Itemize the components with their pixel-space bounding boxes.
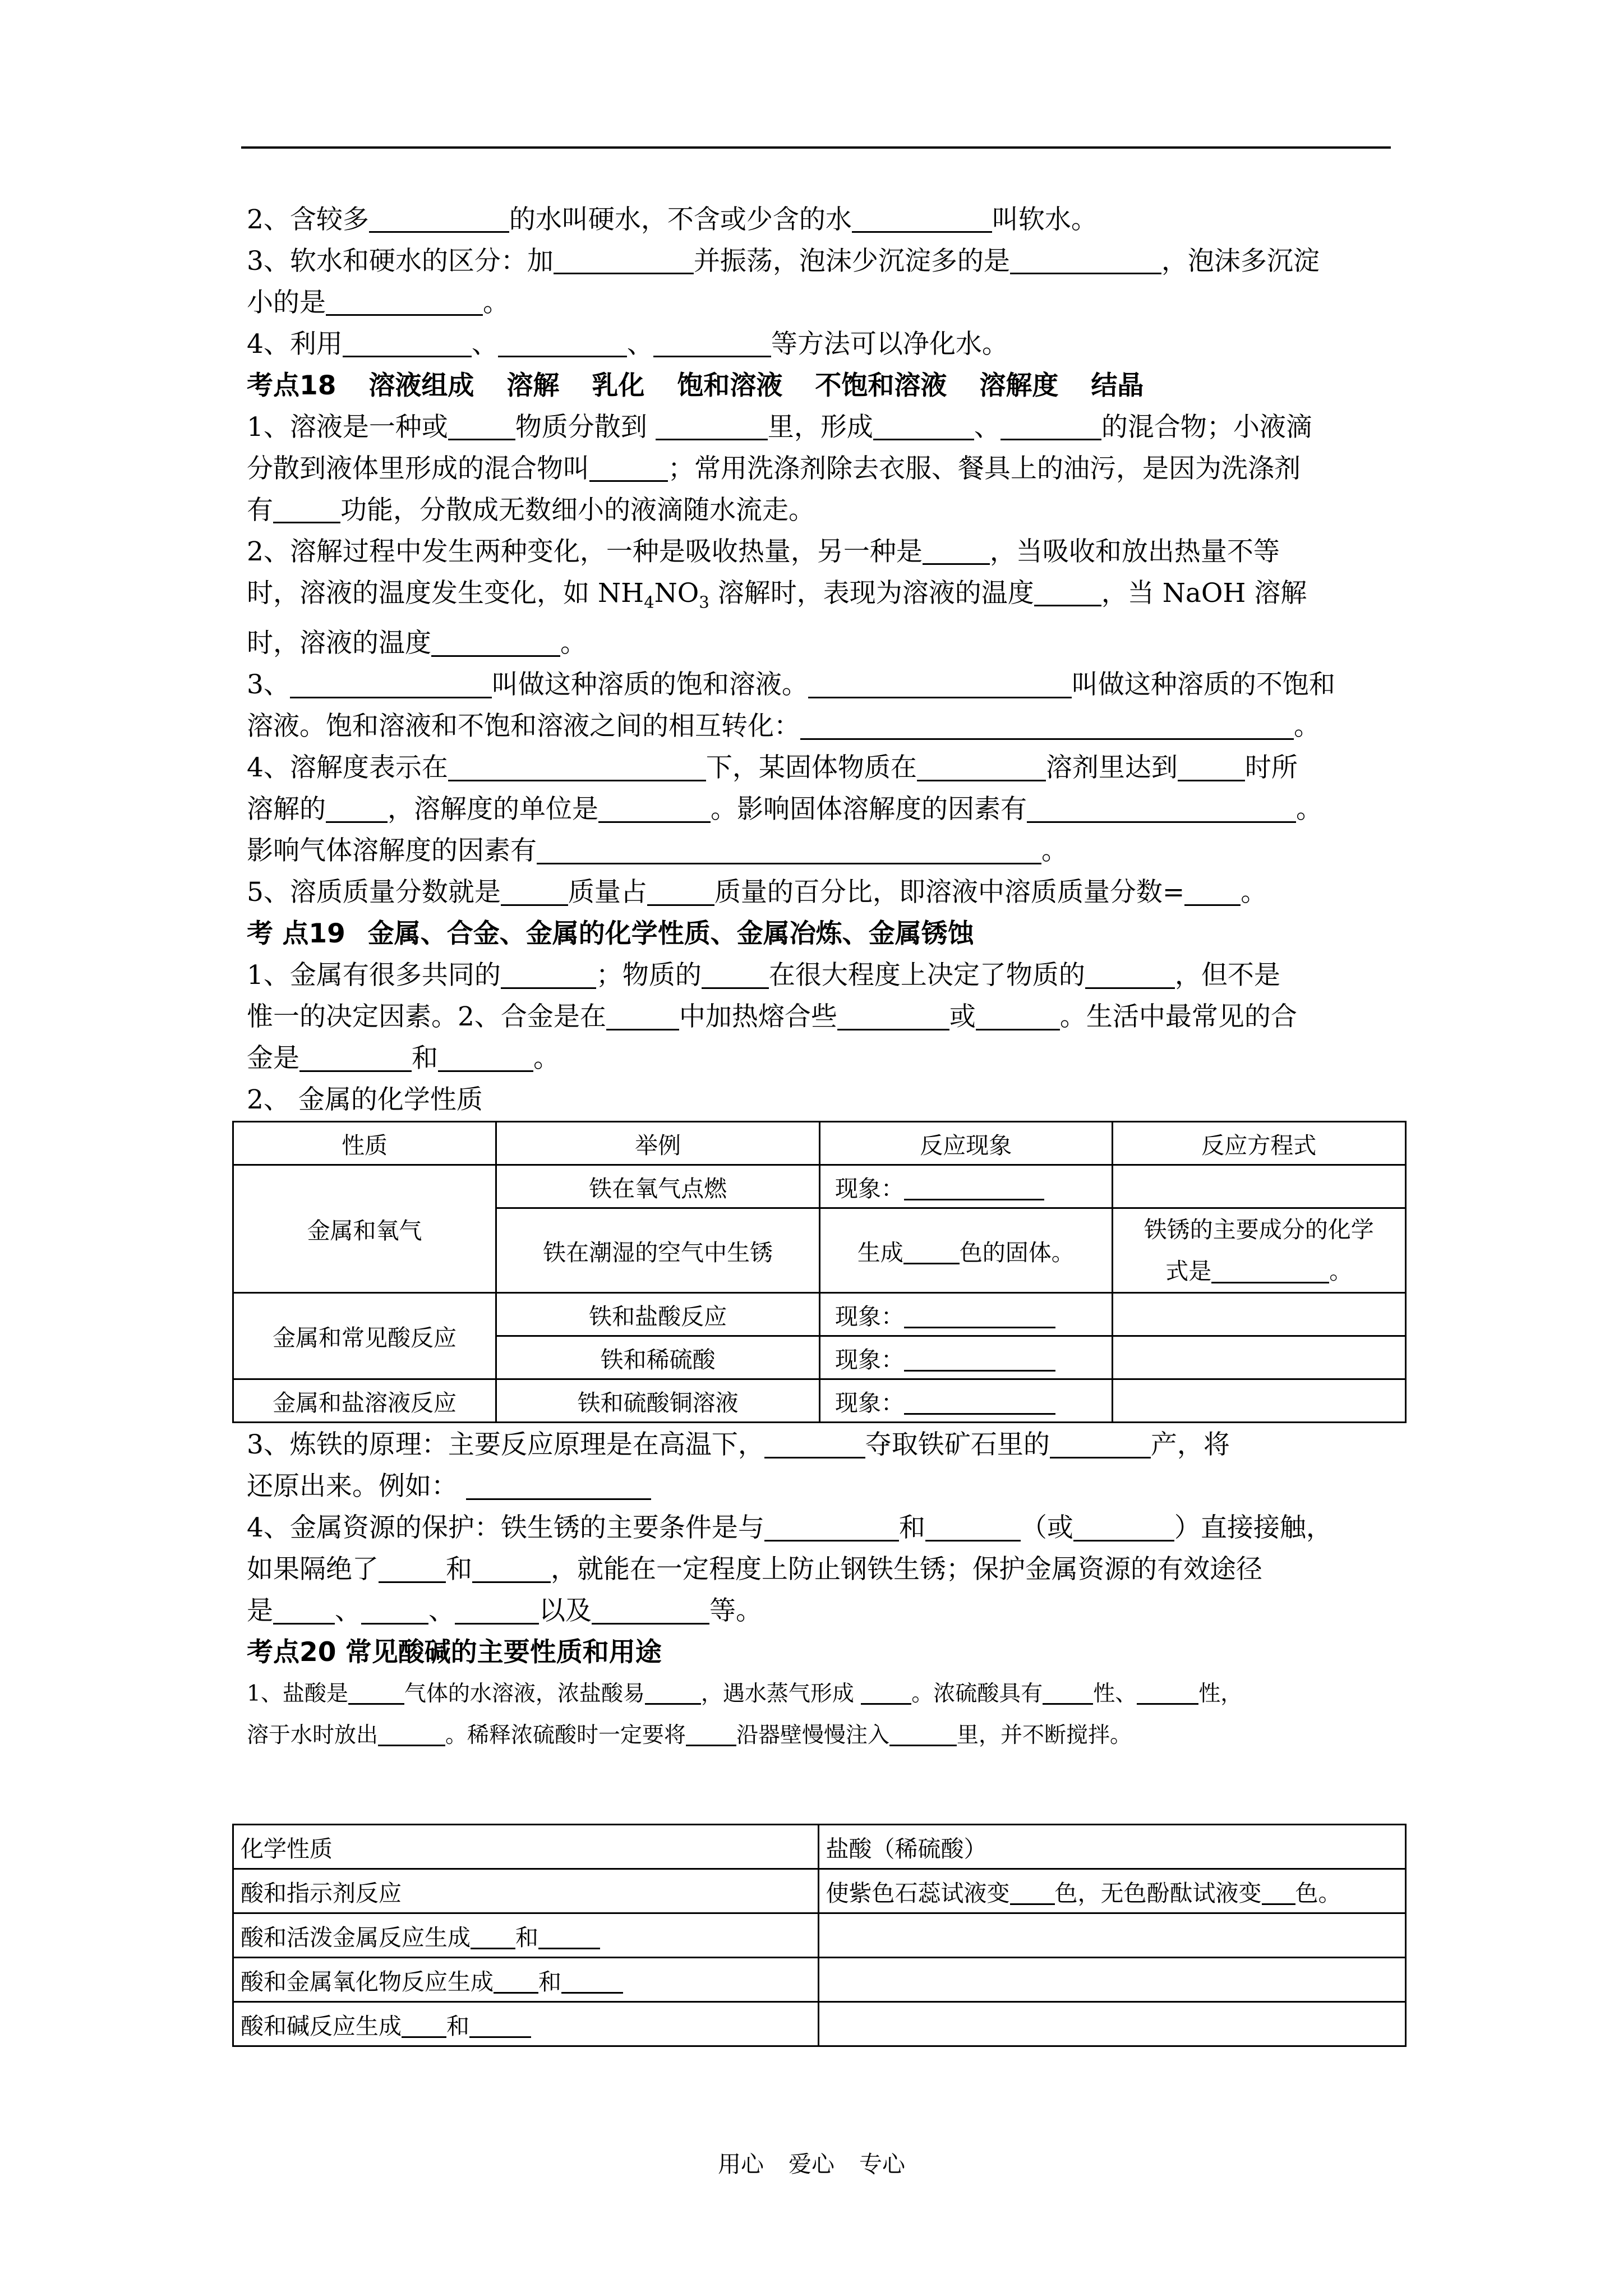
table-header-cell: 性质 bbox=[233, 1122, 496, 1165]
line: 1、金属有很多共同的 ；物质的 在很大程度上决定了物质的 ，但不是 bbox=[247, 960, 1280, 991]
line: 4、利用 、 、 等方法可以净化水。 bbox=[247, 329, 1008, 360]
line: 1、盐酸是 气体的水溶液，浓盐酸易 ，遇水蒸气形成 。浓硫酸具有 性、 性， bbox=[247, 1681, 1243, 1707]
table-cell bbox=[1112, 1379, 1405, 1423]
table-header-cell: 举例 bbox=[496, 1122, 820, 1165]
table-cell: 使紫色石蕊试液变 色，无色酚酞试液变 色。 bbox=[818, 1869, 1405, 1913]
table-header-cell: 反应方程式 bbox=[1112, 1122, 1405, 1165]
table-row bbox=[233, 2002, 1406, 2046]
table-cell: 生成 色的固体。 bbox=[820, 1208, 1113, 1293]
line: 时，溶液的温度 。 bbox=[247, 628, 587, 659]
table-cell bbox=[818, 2002, 1405, 2046]
table-cell: 现象： bbox=[820, 1336, 1113, 1379]
line: 溶解的 ，溶解度的单位是 。影响固体溶解度的因素有 。 bbox=[247, 794, 1322, 825]
line: 惟一的决定因素。2、合金是在 中加热熔合些 或 。生活中最常见的合 bbox=[247, 1001, 1297, 1033]
line: 溶于水时放出 。稀释浓硫酸时一定要将 沿器壁慢慢注入 里，并不断搅拌。 bbox=[247, 1723, 1132, 1749]
line: 有 功能，分散成无数细小的液滴随水流走。 bbox=[247, 495, 815, 526]
line: 5、溶质质量分数就是 质量占 质量的百分比，即溶液中溶质质量分数= 。 bbox=[247, 877, 1267, 908]
table-header-row bbox=[233, 1825, 1406, 1869]
table-row bbox=[233, 1869, 1406, 1913]
line: 3、软水和硬水的区分：加 并振荡，泡沫少沉淀多的是 ，泡沫多沉淀 bbox=[247, 246, 1320, 277]
table-cell bbox=[818, 1913, 1405, 1958]
table-row bbox=[233, 1379, 1406, 1423]
line: 小的是 。 bbox=[247, 287, 509, 318]
line: 2、 金属的化学性质 bbox=[247, 1084, 483, 1116]
table-cell bbox=[1112, 1293, 1405, 1336]
table-cell: 金属和常见酸反应 bbox=[233, 1293, 496, 1379]
table-cell: 铁锈的主要成分的化学 式是 。 bbox=[1112, 1208, 1405, 1293]
line: 时，溶液的温度发生变化，如 $NH_4NO_3$ 溶解时，表现为溶液的温度 ，当 NaOH 溶解 bbox=[247, 578, 1307, 612]
line: 金是 和 。 bbox=[247, 1043, 560, 1074]
table-cell: 酸和碱反应生成 和 bbox=[233, 2002, 819, 2046]
worksheet-body bbox=[241, 191, 1402, 2047]
line: 分散到液体里形成的混合物叫 ；常用洗涤剂除去衣服、餐具上的油污，是因为洗涤剂 bbox=[247, 453, 1301, 484]
table-cell: 铁在氧气点燃 bbox=[496, 1165, 820, 1208]
table-row bbox=[233, 1958, 1406, 2002]
line: 2、含较多 的水叫硬水，不含或少含的水 叫软水。 bbox=[247, 204, 1098, 235]
header-rule bbox=[241, 146, 1391, 149]
table-cell: 现象： bbox=[820, 1293, 1113, 1336]
table-header-cell: 化学性质 bbox=[233, 1825, 819, 1869]
table-header-cell: 盐酸（稀硫酸） bbox=[818, 1825, 1405, 1869]
table-cell: 铁和稀硫酸 bbox=[496, 1336, 820, 1379]
table-cell: 铁和硫酸铜溶液 bbox=[496, 1379, 820, 1423]
table-header-cell: 反应现象 bbox=[820, 1122, 1113, 1165]
line: 还原出来。例如： bbox=[247, 1466, 1402, 1507]
line: 2、溶解过程中发生两种变化，一种是吸收热量，另一种是 ，当吸收和放出热量不等 bbox=[247, 536, 1280, 567]
table-cell: 现象： bbox=[820, 1379, 1113, 1423]
section-heading: 考点18 溶液组成 溶解 乳化 饱和溶液 不饱和溶液 溶解度 结晶 bbox=[247, 370, 1144, 401]
line: 如果隔绝了 和 ，就能在一定程度上防止钢铁生锈；保护金属资源的有效途径 bbox=[247, 1554, 1262, 1585]
table-cell bbox=[1112, 1336, 1405, 1379]
table-row bbox=[233, 1913, 1406, 1958]
table-cell bbox=[1112, 1165, 1405, 1208]
table-cell: 酸和指示剂反应 bbox=[233, 1869, 819, 1913]
table-cell: 金属和氧气 bbox=[233, 1165, 496, 1293]
table-row bbox=[233, 1293, 1406, 1336]
table-cell bbox=[818, 1958, 1405, 2002]
table-cell: 铁和盐酸反应 bbox=[496, 1293, 820, 1336]
table-cell: 现象： bbox=[820, 1165, 1113, 1208]
table-header-row bbox=[233, 1122, 1406, 1165]
table-row bbox=[233, 1165, 1406, 1208]
page-footer: 用心 爱心 专心 bbox=[718, 2151, 905, 2178]
line: 1、溶液是一种或 物质分散到 里，形成 、 的混合物；小液滴 bbox=[247, 412, 1312, 443]
table-cell: 酸和活泼金属反应生成 和 bbox=[233, 1913, 819, 1958]
line: 是 、 、 以及 等。 bbox=[247, 1595, 762, 1627]
table-cell: 金属和盐溶液反应 bbox=[233, 1379, 496, 1423]
line: 影响气体溶解度的因素有 。 bbox=[247, 835, 1068, 867]
line: 3、 叫做这种溶质的饱和溶液。 叫做这种溶质的不饱和 bbox=[247, 669, 1335, 701]
line: 4、溶解度表示在 下，某固体物质在 溶剂里达到 时所 bbox=[247, 752, 1298, 784]
line: 溶液。饱和溶液和不饱和溶液之间的相互转化： 。 bbox=[247, 711, 1320, 742]
table-cell: 酸和金属氧化物反应生成 和 bbox=[233, 1958, 819, 2002]
line: 4、金属资源的保护：铁生锈的主要条件是与 和 （或 ）直接接触， bbox=[247, 1512, 1332, 1544]
metal-properties-table bbox=[232, 1121, 1407, 1423]
table-cell: 铁在潮湿的空气中生锈 bbox=[496, 1208, 820, 1293]
line: 3、炼铁的原理：主要反应原理是在高温下， 夺取铁矿石里的 产，将 bbox=[247, 1429, 1230, 1461]
section-heading: 考 点19 金属、合金、金属的化学性质、金属冶炼、金属锈蚀 bbox=[247, 918, 974, 950]
acid-properties-table bbox=[232, 1824, 1407, 2047]
section-heading: 考点20 常见酸碱的主要性质和用途 bbox=[247, 1637, 662, 1668]
